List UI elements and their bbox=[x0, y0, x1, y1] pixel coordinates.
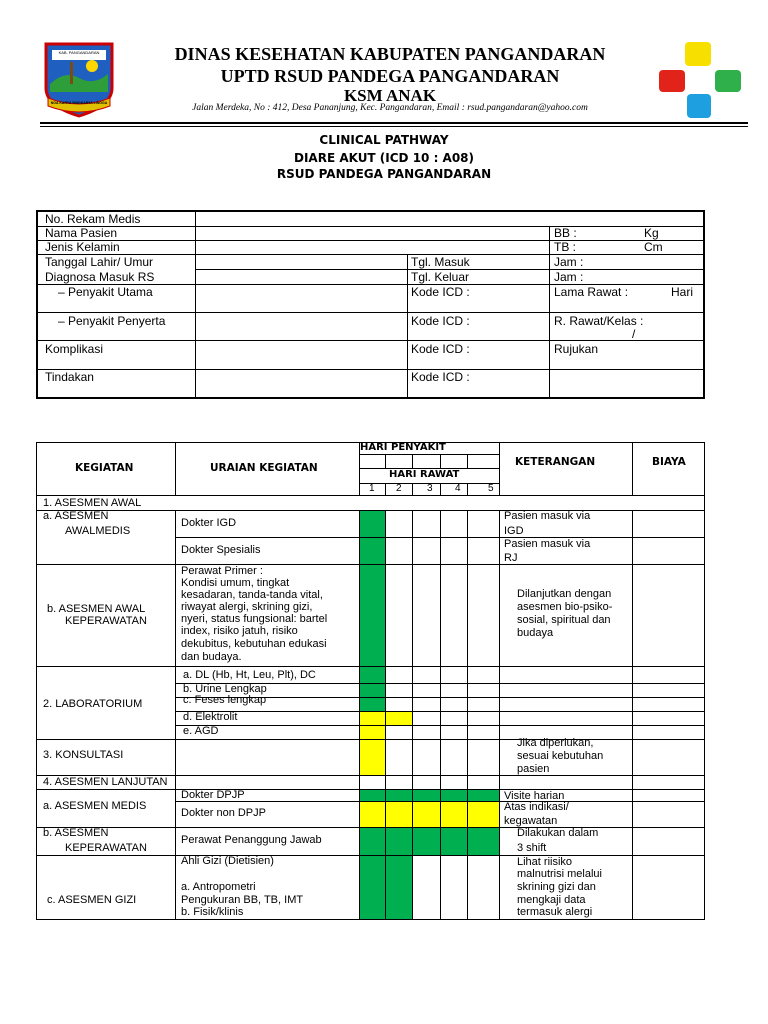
ket-konsul-0: Jika diperlukan, bbox=[517, 737, 594, 749]
ket-igd-2: IGD bbox=[504, 525, 524, 537]
header-line1: DINAS KESEHATAN KABUPATEN PANGANDARAN bbox=[174, 44, 606, 64]
label-tb: TB : bbox=[554, 240, 577, 254]
uraian-perawat-1: Kondisi umum, tingkat bbox=[181, 577, 290, 589]
day-3: 3 bbox=[427, 483, 433, 494]
label-penyakit-utama: – Penyakit Utama bbox=[58, 285, 153, 299]
header-rule-thick bbox=[40, 122, 748, 124]
ket-konsul-1: sesuai kebutuhan bbox=[517, 750, 604, 762]
label-jam-keluar: Jam : bbox=[554, 270, 584, 284]
uraian-gizi-4: b. Fisik/klinis bbox=[181, 906, 244, 918]
lab-item-3: d. Elektrolit bbox=[183, 711, 238, 723]
label-bb: BB : bbox=[554, 226, 577, 240]
label-tanggal-lahir: Tanggal Lahir/ Umur bbox=[45, 255, 154, 269]
label-kg: Kg bbox=[644, 226, 659, 240]
uraian-perawat-5: index, risiko jatuh, risiko bbox=[181, 625, 298, 637]
section-asesmen-lanjutan: 4. ASESMEN LANJUTAN bbox=[43, 776, 168, 788]
kegiatan-kep-1: b. ASESMEN AWAL bbox=[47, 603, 146, 615]
label-rekam-medis: No. Rekam Medis bbox=[45, 212, 141, 226]
kegiatan-asesmen-medis-1: a. ASESMEN bbox=[43, 510, 109, 522]
ket-gizi-3: mengkaji data bbox=[517, 894, 586, 906]
header-line2: UPTD RSUD PANDEGA PANGANDARAN bbox=[220, 66, 560, 86]
uraian-perawat-3: riwayat alergi, skrining gizi, bbox=[181, 601, 313, 613]
col-kegiatan: KEGIATAN bbox=[75, 462, 134, 474]
uraian-dokter-igd: Dokter IGD bbox=[181, 517, 237, 529]
ket-perawat-2: sosial, spiritual dan bbox=[517, 614, 611, 626]
logo-text-bottom: NGA KARYA SINGKARYA LINGGA bbox=[50, 101, 108, 105]
ket-dpjp: Visite harian bbox=[504, 790, 565, 802]
label-kode-icd-1: Kode ICD : bbox=[411, 285, 470, 299]
label-nama-pasien: Nama Pasien bbox=[45, 226, 118, 240]
uraian-gizi-2: a. Antropometri bbox=[181, 881, 256, 893]
logo-text-top: KAB. PANGANDARAN bbox=[58, 50, 100, 55]
uraian-dokter-spesialis: Dokter Spesialis bbox=[181, 544, 261, 556]
label-rujukan: Rujukan bbox=[554, 342, 599, 356]
label-hari: Hari bbox=[671, 285, 694, 299]
kegiatan-kep-lanjut-1: b. ASESMEN bbox=[43, 827, 109, 839]
health-cross-logo bbox=[655, 40, 745, 120]
ket-non-dpjp-1: Atas indikasi/ bbox=[504, 801, 569, 813]
kegiatan-kep-lanjut-2: KEPERAWATAN bbox=[65, 842, 147, 854]
label-komplikasi: Komplikasi bbox=[45, 342, 104, 356]
lab-item-2: c. Feses lengkap bbox=[183, 694, 267, 706]
header-rule-thin bbox=[40, 126, 748, 127]
label-tgl-masuk: Tgl. Masuk bbox=[411, 255, 470, 269]
regency-logo bbox=[40, 40, 118, 118]
label-penyakit-penyerta: – Penyakit Penyerta bbox=[58, 314, 166, 328]
uraian-perawat-0: Perawat Primer : bbox=[181, 565, 263, 577]
uraian-non-dpjp: Dokter non DPJP bbox=[181, 807, 266, 819]
header-address: Jalan Merdeka, No : 412, Desa Pananjung, Kec. Pangandaran, Email : rsud.pangandaran@yahoo.com bbox=[192, 103, 588, 113]
ket-gizi-0: Lihat riisiko bbox=[517, 856, 573, 868]
label-kode-icd-2: Kode ICD : bbox=[411, 314, 470, 328]
uraian-perawat-7: dan budaya. bbox=[181, 651, 242, 663]
label-lama-rawat: Lama Rawat : bbox=[554, 285, 629, 299]
ket-gizi-2: skrining gizi dan bbox=[517, 881, 596, 893]
col-biaya: BIAYA bbox=[652, 456, 686, 468]
day-2: 2 bbox=[396, 483, 402, 494]
kegiatan-laboratorium: 2. LABORATORIUM bbox=[43, 698, 143, 710]
title-clinical-pathway: CLINICAL PATHWAY bbox=[319, 133, 449, 147]
label-ruang-rawat: R. Rawat/Kelas : bbox=[554, 314, 644, 328]
ket-shift-1: Dilakukan dalam bbox=[517, 827, 599, 839]
ket-igd-1: Pasien masuk via bbox=[504, 510, 591, 522]
label-jam-masuk: Jam : bbox=[554, 255, 584, 269]
ket-rj-1: Pasien masuk via bbox=[504, 538, 591, 550]
lab-item-1: b. Urine Lengkap bbox=[183, 683, 267, 695]
title-diagnosis: DIARE AKUT (ICD 10 : A08) bbox=[293, 151, 475, 165]
uraian-gizi-0: Ahli Gizi (Dietisien) bbox=[181, 855, 274, 867]
patient-info-table bbox=[36, 210, 705, 399]
uraian-dpjp: Dokter DPJP bbox=[181, 789, 245, 801]
uraian-perawat-2: kesadaran, tanda-tanda vital, bbox=[181, 589, 323, 601]
ket-gizi-4: termasuk alergi bbox=[517, 906, 593, 918]
label-diagnosa: Diagnosa Masuk RS bbox=[45, 270, 155, 284]
header-line3: KSM ANAK bbox=[343, 86, 437, 105]
pathway-table bbox=[36, 442, 705, 920]
label-jenis-kelamin: Jenis Kelamin bbox=[45, 240, 120, 254]
ket-perawat-0: Dilanjutkan dengan bbox=[517, 588, 612, 600]
day-1: 1 bbox=[369, 483, 375, 494]
ket-gizi-1: malnutrisi melalui bbox=[517, 868, 602, 880]
uraian-gizi-3: Pengukuran BB, TB, IMT bbox=[181, 894, 304, 906]
ket-non-dpjp-2: kegawatan bbox=[504, 815, 558, 827]
kegiatan-asesmen-gizi: c. ASESMEN GIZI bbox=[47, 894, 137, 906]
lab-item-4: e. AGD bbox=[183, 725, 219, 737]
label-tindakan: Tindakan bbox=[45, 370, 94, 384]
uraian-penanggung-jawab: Perawat Penanggung Jawab bbox=[181, 834, 322, 846]
col-uraian: URAIAN KEGIATAN bbox=[210, 462, 318, 474]
kegiatan-konsultasi: 3. KONSULTASI bbox=[43, 749, 124, 761]
label-slash: / bbox=[632, 327, 636, 341]
label-kode-icd-3: Kode ICD : bbox=[411, 342, 470, 356]
col-hari-rawat: HARI RAWAT bbox=[389, 469, 460, 480]
kegiatan-kep-2: KEPERAWATAN bbox=[65, 615, 147, 627]
label-kode-icd-4: Kode ICD : bbox=[411, 370, 470, 384]
col-hari-penyakit: HARI PENYAKIT bbox=[360, 442, 446, 453]
label-tgl-keluar: Tgl. Keluar bbox=[411, 270, 470, 284]
ket-rj-2: RJ bbox=[504, 552, 518, 564]
lab-item-0: a. DL (Hb, Ht, Leu, Plt), DC bbox=[183, 669, 316, 681]
col-keterangan: KETERANGAN bbox=[515, 456, 596, 468]
ket-perawat-1: asesmen bio-psiko- bbox=[517, 601, 613, 613]
kegiatan-asesmen-medis-lanjut: a. ASESMEN MEDIS bbox=[43, 800, 147, 812]
ket-perawat-3: budaya bbox=[517, 627, 554, 639]
uraian-perawat-6: dekubitus, kebutuhan edukasi bbox=[181, 638, 327, 650]
ket-konsul-2: pasien bbox=[517, 763, 550, 775]
label-cm: Cm bbox=[644, 240, 663, 254]
title-hospital: RSUD PANDEGA PANGANDARAN bbox=[276, 167, 492, 181]
kegiatan-asesmen-medis-2: AWALMEDIS bbox=[65, 525, 131, 537]
uraian-perawat-4: nyeri, status fungsional: bartel bbox=[181, 613, 328, 625]
day-5: 5 bbox=[488, 483, 494, 494]
section-asesmen-awal: 1. ASESMEN AWAL bbox=[43, 497, 142, 509]
day-4: 4 bbox=[455, 483, 461, 494]
ket-shift-2: 3 shift bbox=[517, 842, 547, 854]
